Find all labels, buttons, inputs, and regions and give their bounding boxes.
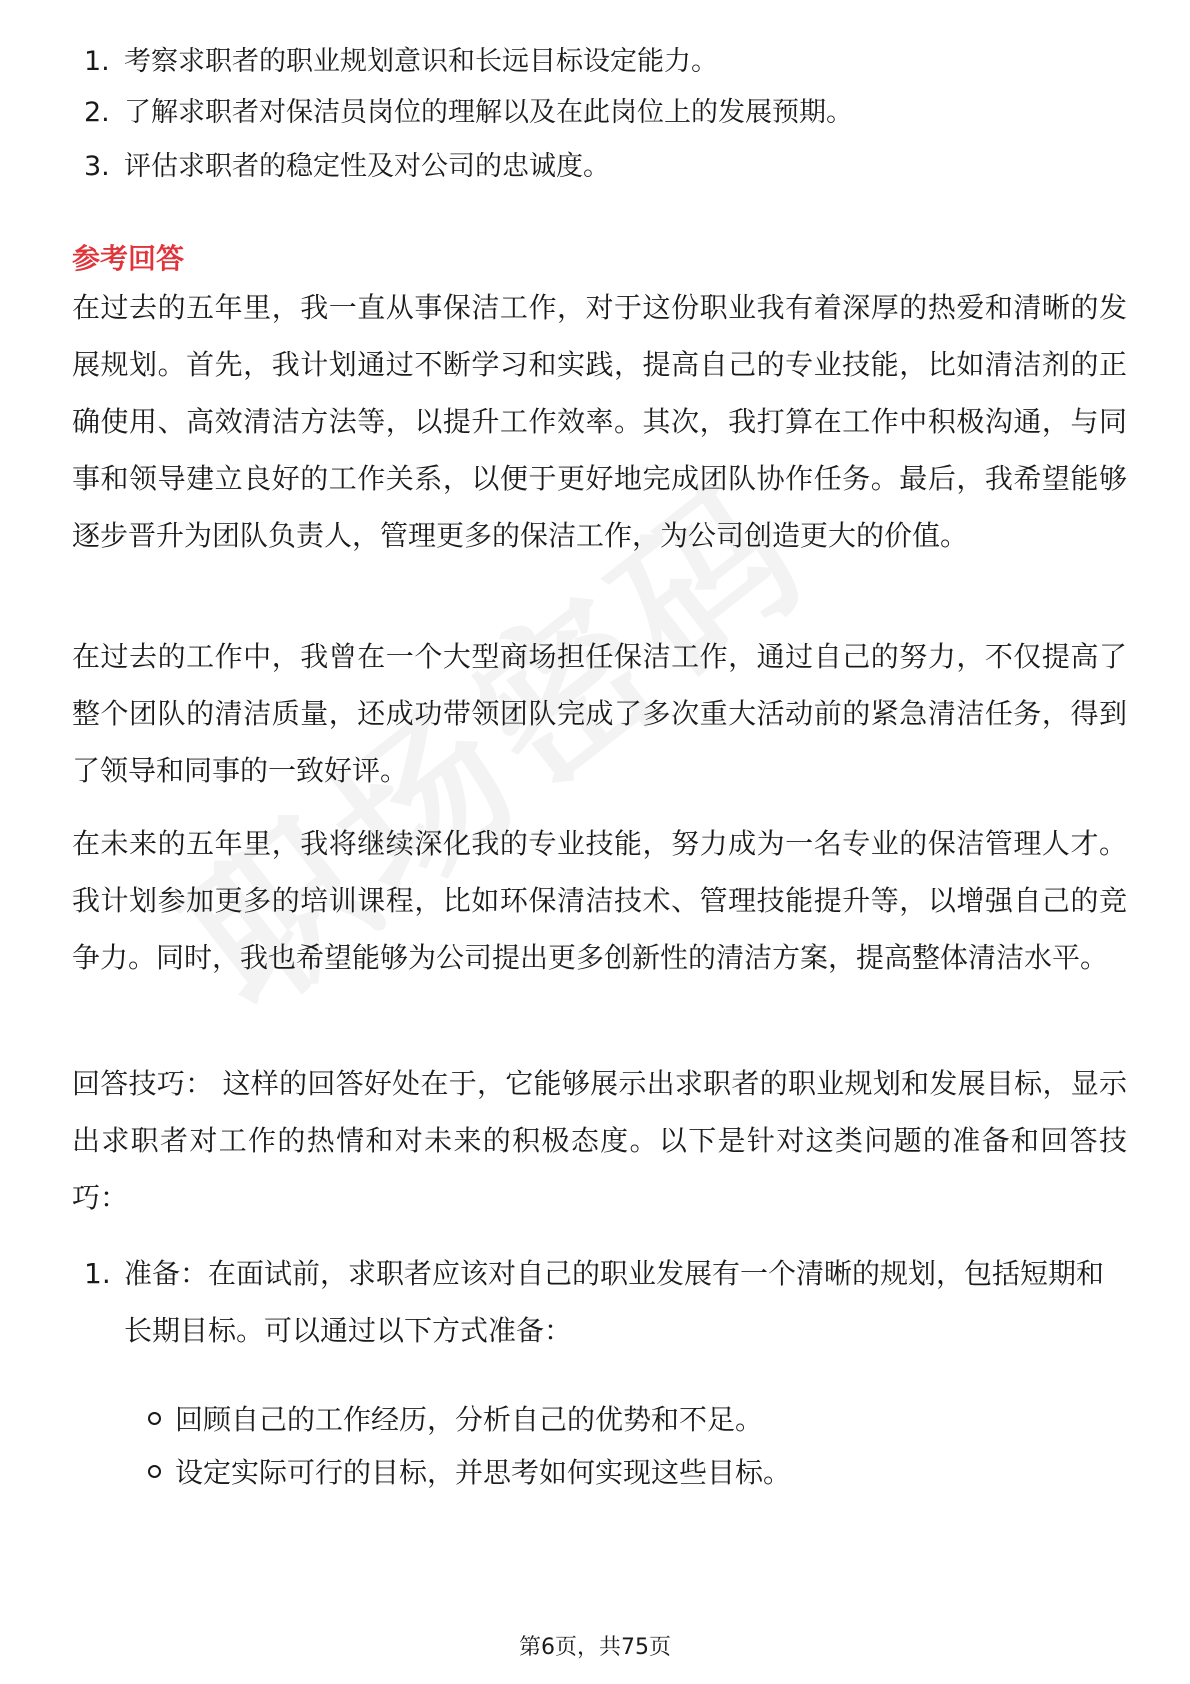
list-text: 准备：在面试前，求职者应该对自己的职业发展有一个清晰的规划，包括短期和长期目标。可以通过以下方式准备： [124,1257,1105,1347]
list-number: 1. [84,46,110,77]
section-heading: 参考回答 [72,242,185,275]
list-text: 了解求职者对保洁员岗位的理解以及在此岗位上的发展预期。 [124,97,853,128]
list-text: 考察求职者的职业规划意识和长远目标设定能力。 [124,46,718,77]
list-item [84,96,853,130]
list-item [84,150,610,184]
list-number: 3. [84,151,110,182]
list-text: 评估求职者的稳定性及对公司的忠诚度。 [124,151,610,182]
bullet-item [148,1400,763,1440]
list-number: 2. [84,97,110,128]
paragraph: 回答技巧： 这样的回答好处在于，它能够展示出求职者的职业规划和发展目标，显示出求职者对工作的热情和对未来的积极态度。以下是针对这类问题的准备和回答技巧： [72,1067,1127,1214]
paragraph: 在过去的五年里，我一直从事保洁工作，对于这份职业我有着深厚的热爱和清晰的发展规划。首先，我计划通过不断学习和实践，提高自己的专业技能，比如清洁剂的正确使用、高效清洁方法等，以提升工作效率。其次，我打算在工作中积极沟通，与同事和领导建立良好的工作关系，以便于更好地完成团队协作任务。最后，我希望能够逐步晋升为团队负责人，管理更多的保洁工作，为公司创造更大的价值。 [72,291,1127,552]
bullet-circle-icon [148,1465,161,1478]
list-item [84,45,718,79]
bullet-circle-icon [148,1412,161,1425]
bullet-item [148,1453,791,1493]
paragraph: 在未来的五年里，我将继续深化我的专业技能，努力成为一名专业的保洁管理人才。我计划参加更多的培训课程，比如环保清洁技术、管理技能提升等，以增强自己的竞争力。同时，我也希望能够为公司提出更多创新性的清洁方案，提高整体清洁水平。 [72,827,1127,974]
page-footer: 第6页，共75页 [519,1635,671,1660]
paragraph: 在过去的工作中，我曾在一个大型商场担任保洁工作，通过自己的努力，不仅提高了整个团队的清洁质量，还成功带领团队完成了多次重大活动前的紧急清洁任务，得到了领导和同事的一致好评。 [72,640,1127,787]
list-number: 1. [84,1257,111,1290]
bullet-text: 设定实际可行的目标，并思考如何实现这些目标。 [175,1456,792,1489]
tip-item [84,1245,1127,1359]
bullet-text: 回顾自己的工作经历，分析自己的优势和不足。 [175,1403,764,1436]
